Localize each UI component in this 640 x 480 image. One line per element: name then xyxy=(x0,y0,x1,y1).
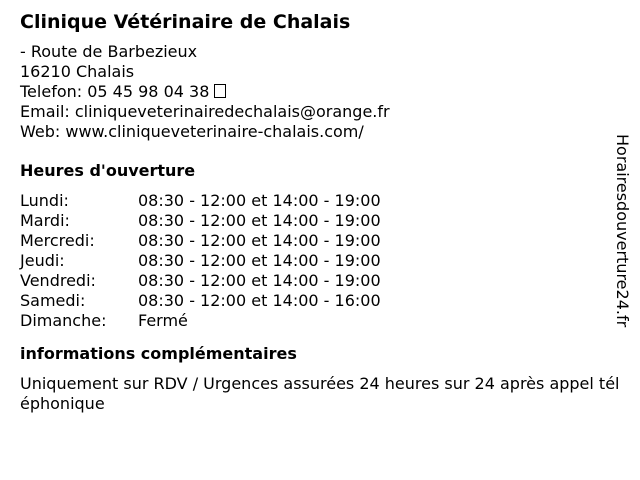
hours-row xyxy=(20,291,620,311)
day-label: Mardi: xyxy=(20,211,70,230)
additional-info-section xyxy=(20,344,620,414)
phone-text: Telefon: 05 45 98 04 38 xyxy=(20,82,210,101)
phone-line xyxy=(20,82,620,102)
address-block xyxy=(20,42,620,142)
day-label: Lundi: xyxy=(20,191,69,210)
hours-row xyxy=(20,251,620,271)
hours-row xyxy=(20,211,620,231)
day-label: Jeudi: xyxy=(20,251,65,270)
hours-row xyxy=(20,271,620,291)
time-value: 08:30 - 12:00 et 14:00 - 19:00 xyxy=(138,231,381,250)
clinic-card xyxy=(20,10,620,414)
email-line[interactable]: Email: cliniqueveterinairedechalais@orange.fr xyxy=(20,102,390,121)
street-address: - Route de Barbezieux xyxy=(20,42,198,61)
hours-row xyxy=(20,231,620,251)
time-value: Fermé xyxy=(138,311,188,330)
day-label: Mercredi: xyxy=(20,231,95,250)
hours-row xyxy=(20,311,620,331)
additional-info-title: informations complémentaires xyxy=(20,344,297,363)
day-label: Dimanche: xyxy=(20,311,107,330)
phone-box-icon[interactable] xyxy=(214,84,226,98)
opening-hours-section xyxy=(20,161,620,331)
clinic-title: Clinique Vétérinaire de Chalais xyxy=(20,11,351,33)
watermark-text: Horairesdouverture24.fr xyxy=(613,134,632,328)
time-value: 08:30 - 12:00 et 14:00 - 16:00 xyxy=(138,291,381,310)
hours-row xyxy=(20,191,620,211)
additional-info-text: Uniquement sur RDV / Urgences assurées 24 heures sur 24 après appel téléphonique xyxy=(20,374,620,413)
city-address: 16210 Chalais xyxy=(20,62,135,81)
vertical-watermark xyxy=(612,134,632,346)
time-value: 08:30 - 12:00 et 14:00 - 19:00 xyxy=(138,191,381,210)
website-line[interactable]: Web: www.cliniqueveterinaire-chalais.com/ xyxy=(20,122,364,141)
time-value: 08:30 - 12:00 et 14:00 - 19:00 xyxy=(138,251,381,270)
hours-table xyxy=(20,191,620,331)
day-label: Samedi: xyxy=(20,291,86,310)
opening-hours-title: Heures d'ouverture xyxy=(20,161,196,180)
time-value: 08:30 - 12:00 et 14:00 - 19:00 xyxy=(138,211,381,230)
time-value: 08:30 - 12:00 et 14:00 - 19:00 xyxy=(138,271,381,290)
day-label: Vendredi: xyxy=(20,271,96,290)
